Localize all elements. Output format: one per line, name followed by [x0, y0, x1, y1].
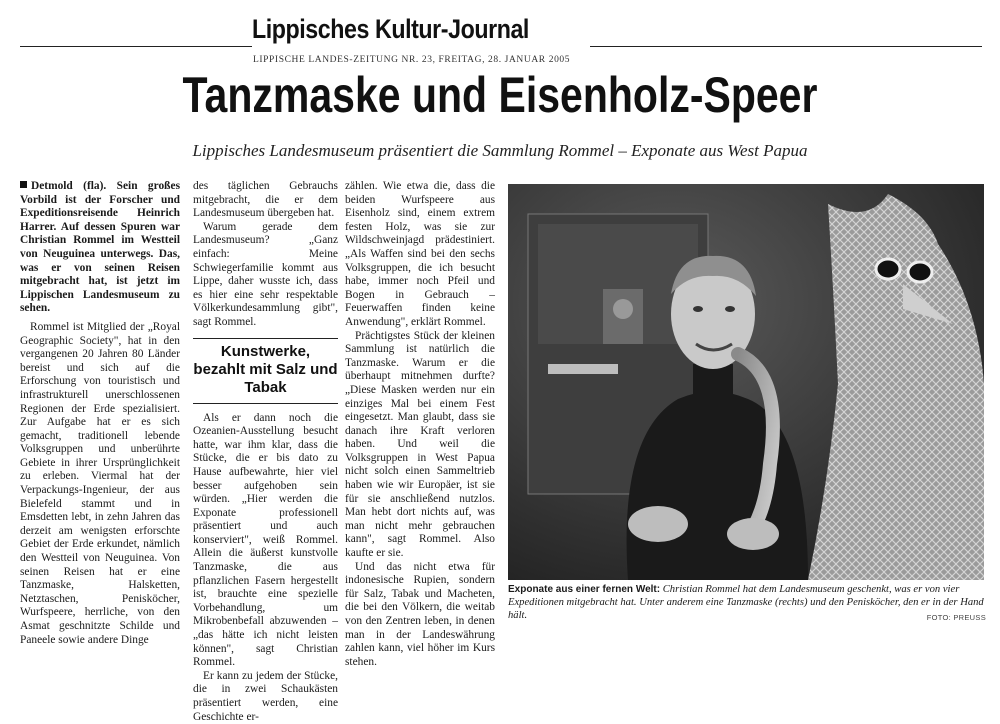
- bullet-icon: [20, 181, 27, 188]
- article-column-1: [20, 180, 180, 646]
- framed-photo-face: [613, 299, 633, 319]
- caption-text: Christian Rommel hat dem Landesmuseum geschenkt, was er von vier Expeditionen mitgebracht hat. Unter anderem eine Tanzmaske (rechts) und den Penisköcher, den er in der Hand hält.: [508, 584, 984, 621]
- man-collar: [693, 364, 733, 404]
- article-photo: [508, 184, 984, 580]
- man-eye-right: [725, 306, 735, 312]
- man-eye-left: [693, 306, 703, 312]
- mask-eye-left: [876, 259, 900, 279]
- paragraph: Als er dann noch die Ozeanien-Ausstellung besucht hatte, war ihm klar, dass die Stücke, die er bis dato zu Hause aufbewahrte, hier viel besser aufgehoben sein würden. „Hier werden die Exponate professionell präsentiert und auch konserviert", weiß Rommel. Allein die äußerst kunstvolle Tanzmaske, die aus pflanzlichen Fasern hergestellt ist, brauchte eine spezielle Vorbehandlung, um Mikrobenbefall abzuwenden – „das hätte ich nicht leisten können", sagt Christian Rommel.: [193, 411, 338, 669]
- paragraph: Und das nicht etwa für indonesische Rupien, sondern für Salz, Tabak und Macheten, die bei den Völkern, die weitab von den Zentren leben, in denen man in der Landeswährung zahlen kann, viel höher im Kurs stehen.: [345, 560, 495, 668]
- exhibit-spear: [548, 364, 618, 374]
- masthead-rule-right: [590, 46, 982, 47]
- article-column-2: [193, 180, 338, 723]
- paragraph: Prächtigstes Stück der kleinen Sammlung ist natürlich die Tanzmaske. Warum er die überhaupt mitnehmen durfte? „Diese Masken werden nur ein einziges Mal bei einem Fest eingesetzt. Man glaubt, dass sie danach ihre Kraft verloren haben. Und weil die Volksgruppen in West Papua nicht solch einen Sammeltrieb haben wie wir Europäer, ist sie für sie anschließend nutzlos. Man hebt dort nichts auf, was man nicht mehr gebrauchen kann", sagt Rommel. Also kaufte er sie.: [345, 329, 495, 560]
- masthead-rule-left: [20, 46, 252, 47]
- photo-illustration: [508, 184, 984, 580]
- paragraph: Warum gerade dem Landesmuseum? „Ganz einfach: Meine Schwiegerfamilie kommt aus Lippe, daher wusste ich, dass es hier eine sehr respektable Völkerkundesammlung gibt", sagt Rommel.: [193, 220, 338, 328]
- masthead-title: Lippisches Kultur-Journal: [252, 14, 529, 44]
- article-lead: [20, 180, 180, 316]
- mask-eye-right: [908, 262, 932, 282]
- photo-credit: FOTO: PREUSS: [926, 613, 986, 622]
- man-hand-left: [628, 506, 688, 542]
- man-hand-right: [727, 518, 779, 550]
- caption-lead: Exponate aus einer fernen Welt:: [508, 584, 661, 595]
- headline: Tanzmaske und Eisenholz-Speer: [182, 67, 818, 123]
- section-heading: Kunstwerke, bezahlt mit Salz und Tabak: [193, 338, 338, 404]
- article-column-3: [345, 180, 495, 668]
- paragraph: des täglichen Gebrauchs mitgebracht, die er dem Landesmuseum übergeben hat.: [193, 180, 338, 220]
- article-lead-text: Detmold (fla). Sein großes Vorbild ist der Forscher und Expeditionsreisende Heinrich Harrer. Auf dessen Spuren war Christian Rommel im Westteil von Neuguinea unterwegs. Das, was er von seinen Reisen mitgebracht hat, ist jetzt im Lippischen Landesmuseum zu sehen.: [20, 180, 180, 315]
- subheadline: Lippisches Landesmuseum präsentiert die Sammlung Rommel – Exponate aus West Papua: [192, 141, 808, 160]
- paragraph: Rommel ist Mitglied der „Royal Geographic Society", hat in den vergangenen 20 Jahren 80 Länder bereist und sich auf die Erforschung von touristisch und infrastrukturell unerschlossenen Regionen der Erde spezialisiert. Zur Aufgabe hat er es sich gemacht, traditionell lebende Volksgruppen und unberührte Gebiete in ihrer Ursprünglichkeit zu erleben. Viermal hat der Verpackungs-Ingenieur, der aus Bielefeld stammt und in Emsdetten lebt, in zehn Jahren das derzeit am wenigsten erforschte Gebiet der Erde erkundet, nämlich den Westteil von Neuguinea. Von seinen Reisen hat er eine Tanzmaske, Halsketten, Netztaschen, Penisköcher, Wurfspeere, herrliche, von den Asmat geschnitzte Schilde und Paneele sowie andere Dinge: [20, 320, 180, 646]
- dateline: LIPPISCHE LANDES-ZEITUNG NR. 23, FREITAG, 28. JANUAR 2005: [253, 55, 571, 65]
- paragraph: Er kann zu jedem der Stücke, die in zwei Schaukästen präsentiert werden, eine Geschichte er-: [193, 669, 338, 723]
- paragraph: zählen. Wie etwa die, dass die beiden Wurfspeere aus Eisenholz sind, einem extrem festen Holz, was sie zur Wildschweinjagd prädestiniert. „Als Waffen sind bei den sechs Volksgruppen, die ich besucht habe, immer noch Pfeil und Bogen in Gebrauch – Feuerwaffen finden keine Anwendung", erklärt Rommel.: [345, 180, 495, 328]
